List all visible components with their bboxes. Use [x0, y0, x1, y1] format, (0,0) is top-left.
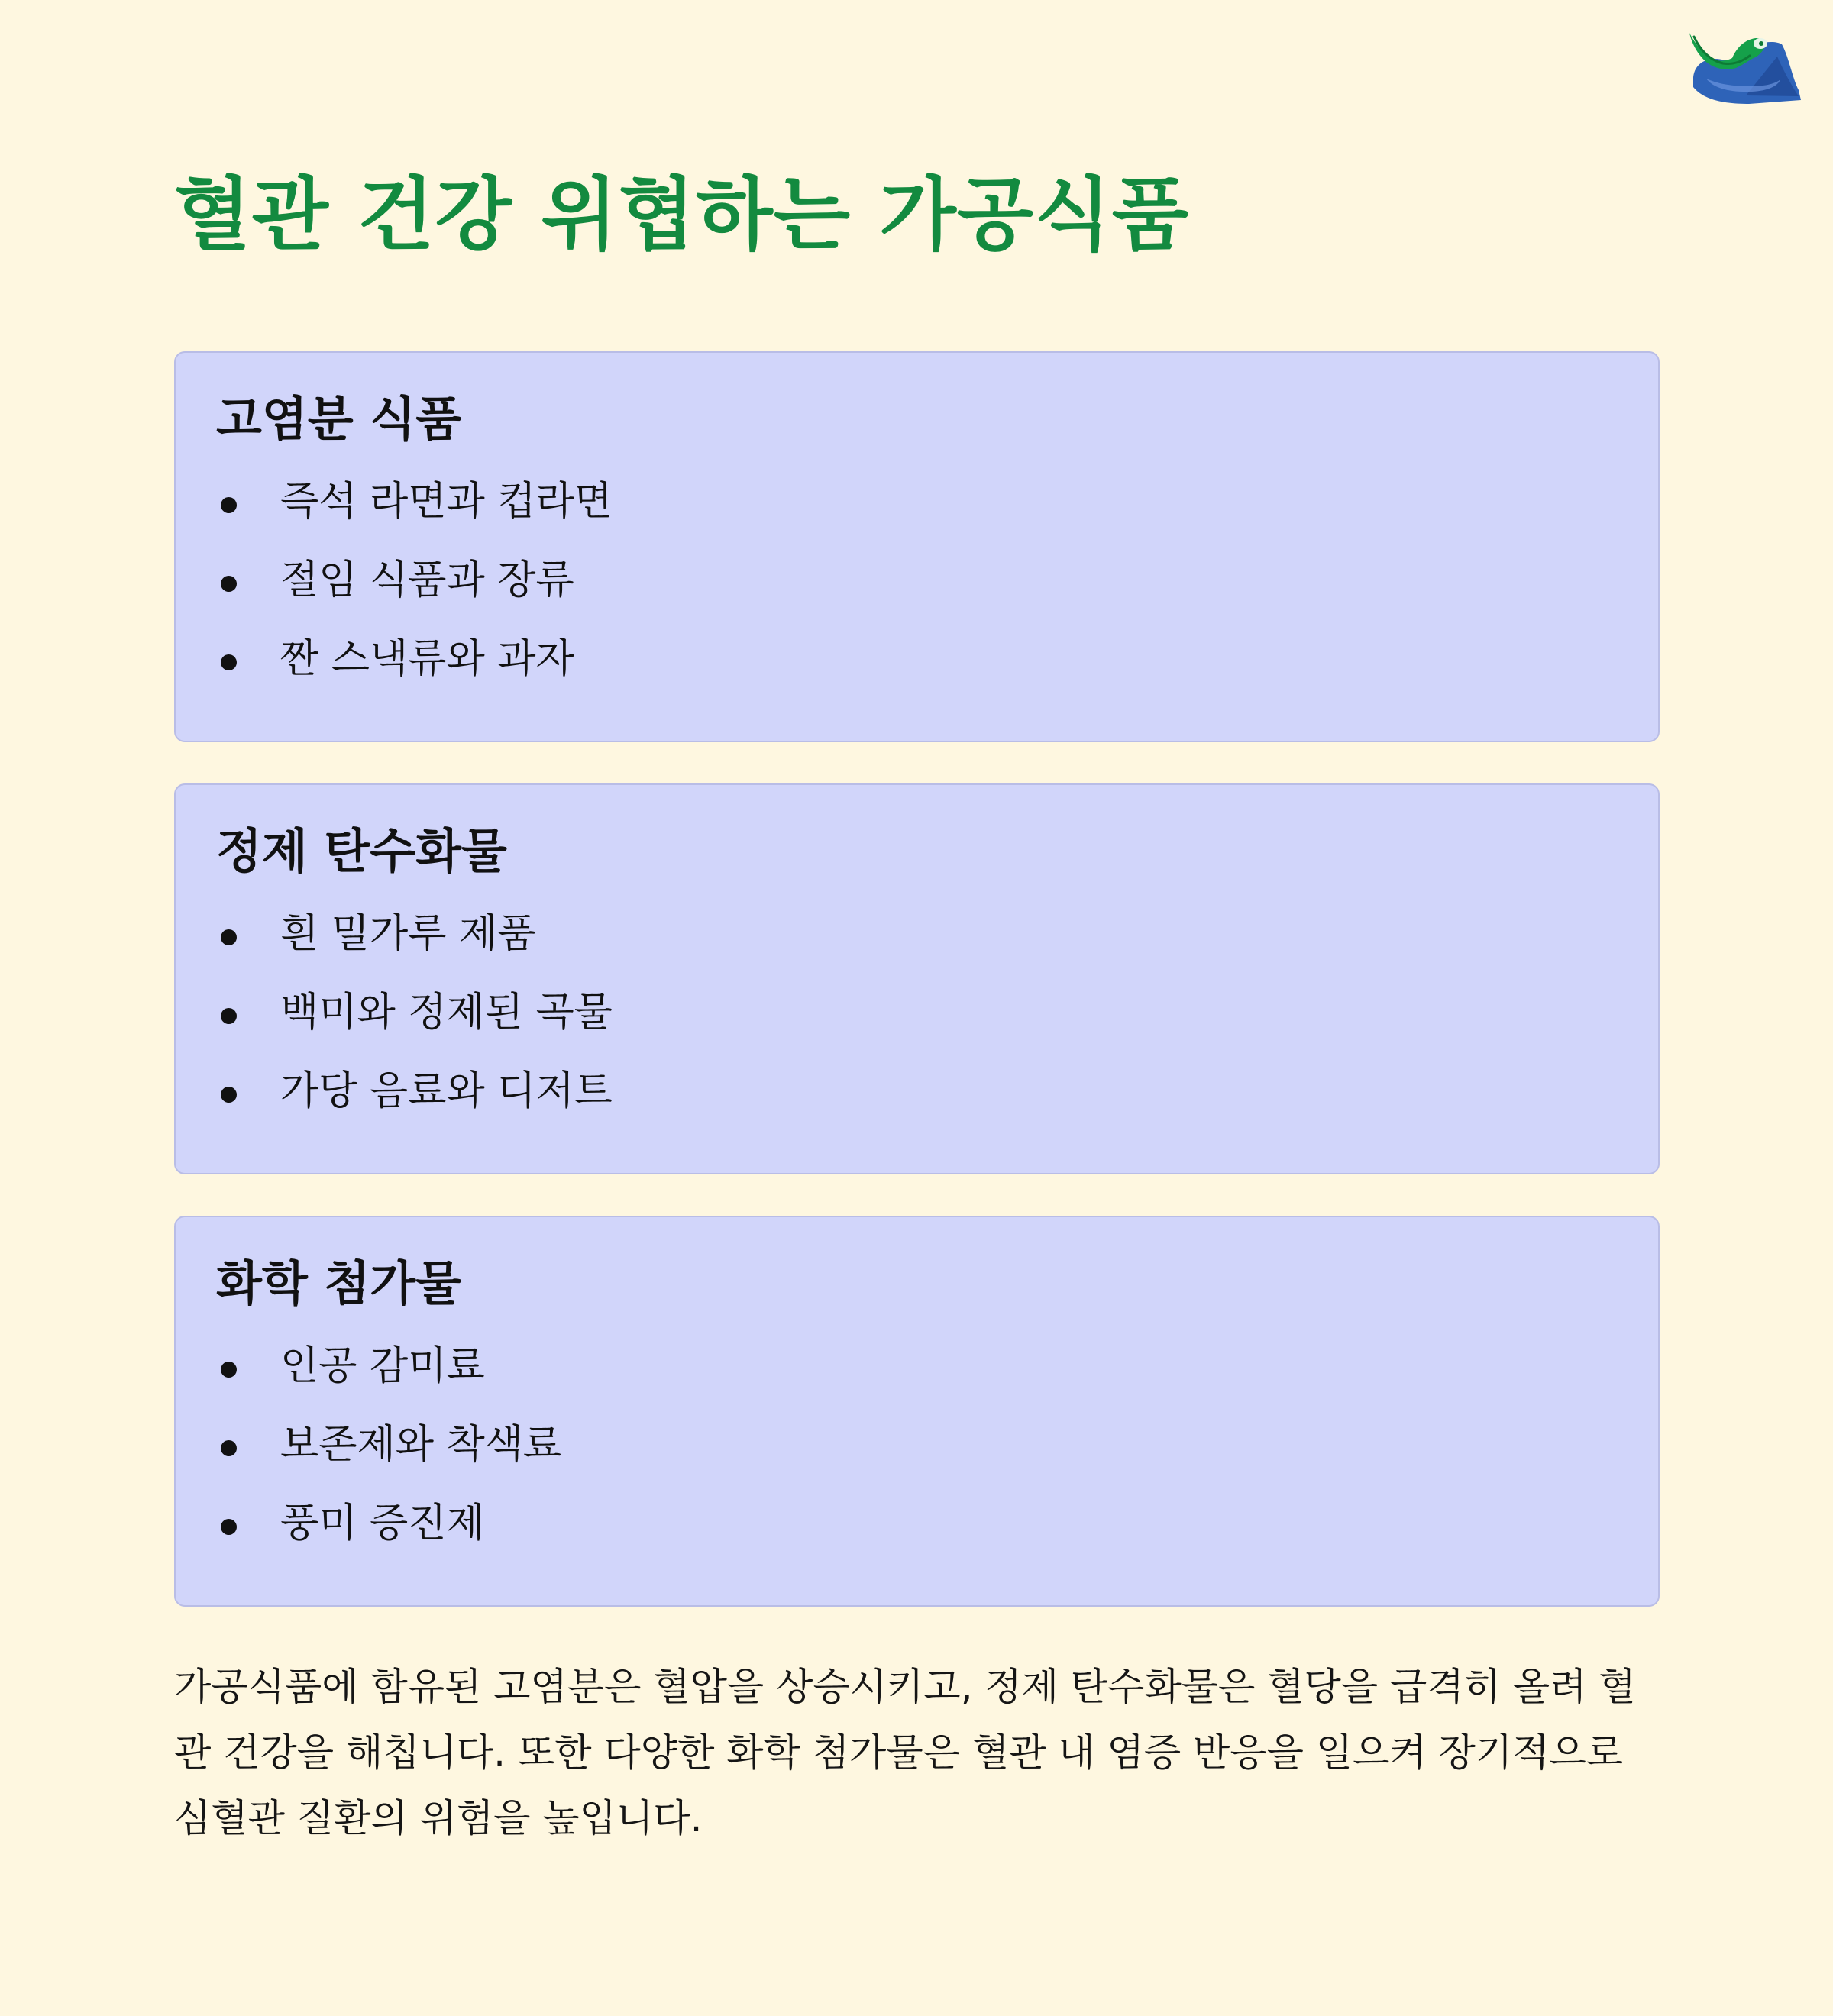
- bullet-dot-icon: [221, 1519, 237, 1535]
- section-title: 화학 첨가물: [216, 1255, 462, 1311]
- page-title: 혈관 건강 위협하는 가공식품: [174, 168, 1190, 261]
- bullet-dot-icon: [221, 654, 237, 670]
- chemical-additive-card: [174, 1216, 1660, 1607]
- bullet-dot-icon: [221, 1440, 237, 1456]
- list-item-label: 짠 스낵류와 과자: [280, 636, 574, 682]
- bullet-dot-icon: [221, 1362, 237, 1378]
- bullet-dot-icon: [221, 1087, 237, 1103]
- list-item-label: 가당 음료와 디저트: [280, 1068, 613, 1114]
- list-item-label: 즉석 라면과 컵라면: [280, 479, 613, 525]
- list-item-label: 보존제와 착색료: [280, 1422, 562, 1468]
- list-item-label: 백미와 정제된 곡물: [280, 990, 613, 1035]
- section-title: 고염분 식품: [216, 391, 462, 447]
- bullet-dot-icon: [221, 497, 237, 513]
- list-item-label: 인공 감미료: [280, 1343, 485, 1389]
- bullet-dot-icon: [221, 576, 237, 592]
- bullet-dot-icon: [221, 929, 237, 945]
- list-item-label: 풍미 증진제: [280, 1501, 485, 1546]
- summary-paragraph: 가공식품에 함유된 고염분은 혈압을 상승시키고, 정제 탄수화물은 혈당을 급격히 올려 혈관 건강을 해칩니다. 또한 다양한 화학 첨가물은 혈관 내 염증 반응을 일으켜 장기적으로 심혈관 질환의 위험을 높입니다.: [174, 1665, 1636, 1840]
- list-item-label: 흰 밀가루 제품: [280, 911, 536, 957]
- leaf-hand-logo-icon: [1688, 27, 1802, 110]
- refined-carbohydrate-card: [174, 783, 1660, 1174]
- list-item-label: 절임 식품과 장류: [280, 557, 574, 603]
- bullet-dot-icon: [221, 1008, 237, 1024]
- high-sodium-card: [174, 351, 1660, 742]
- section-title: 정제 탄수화물: [216, 823, 507, 879]
